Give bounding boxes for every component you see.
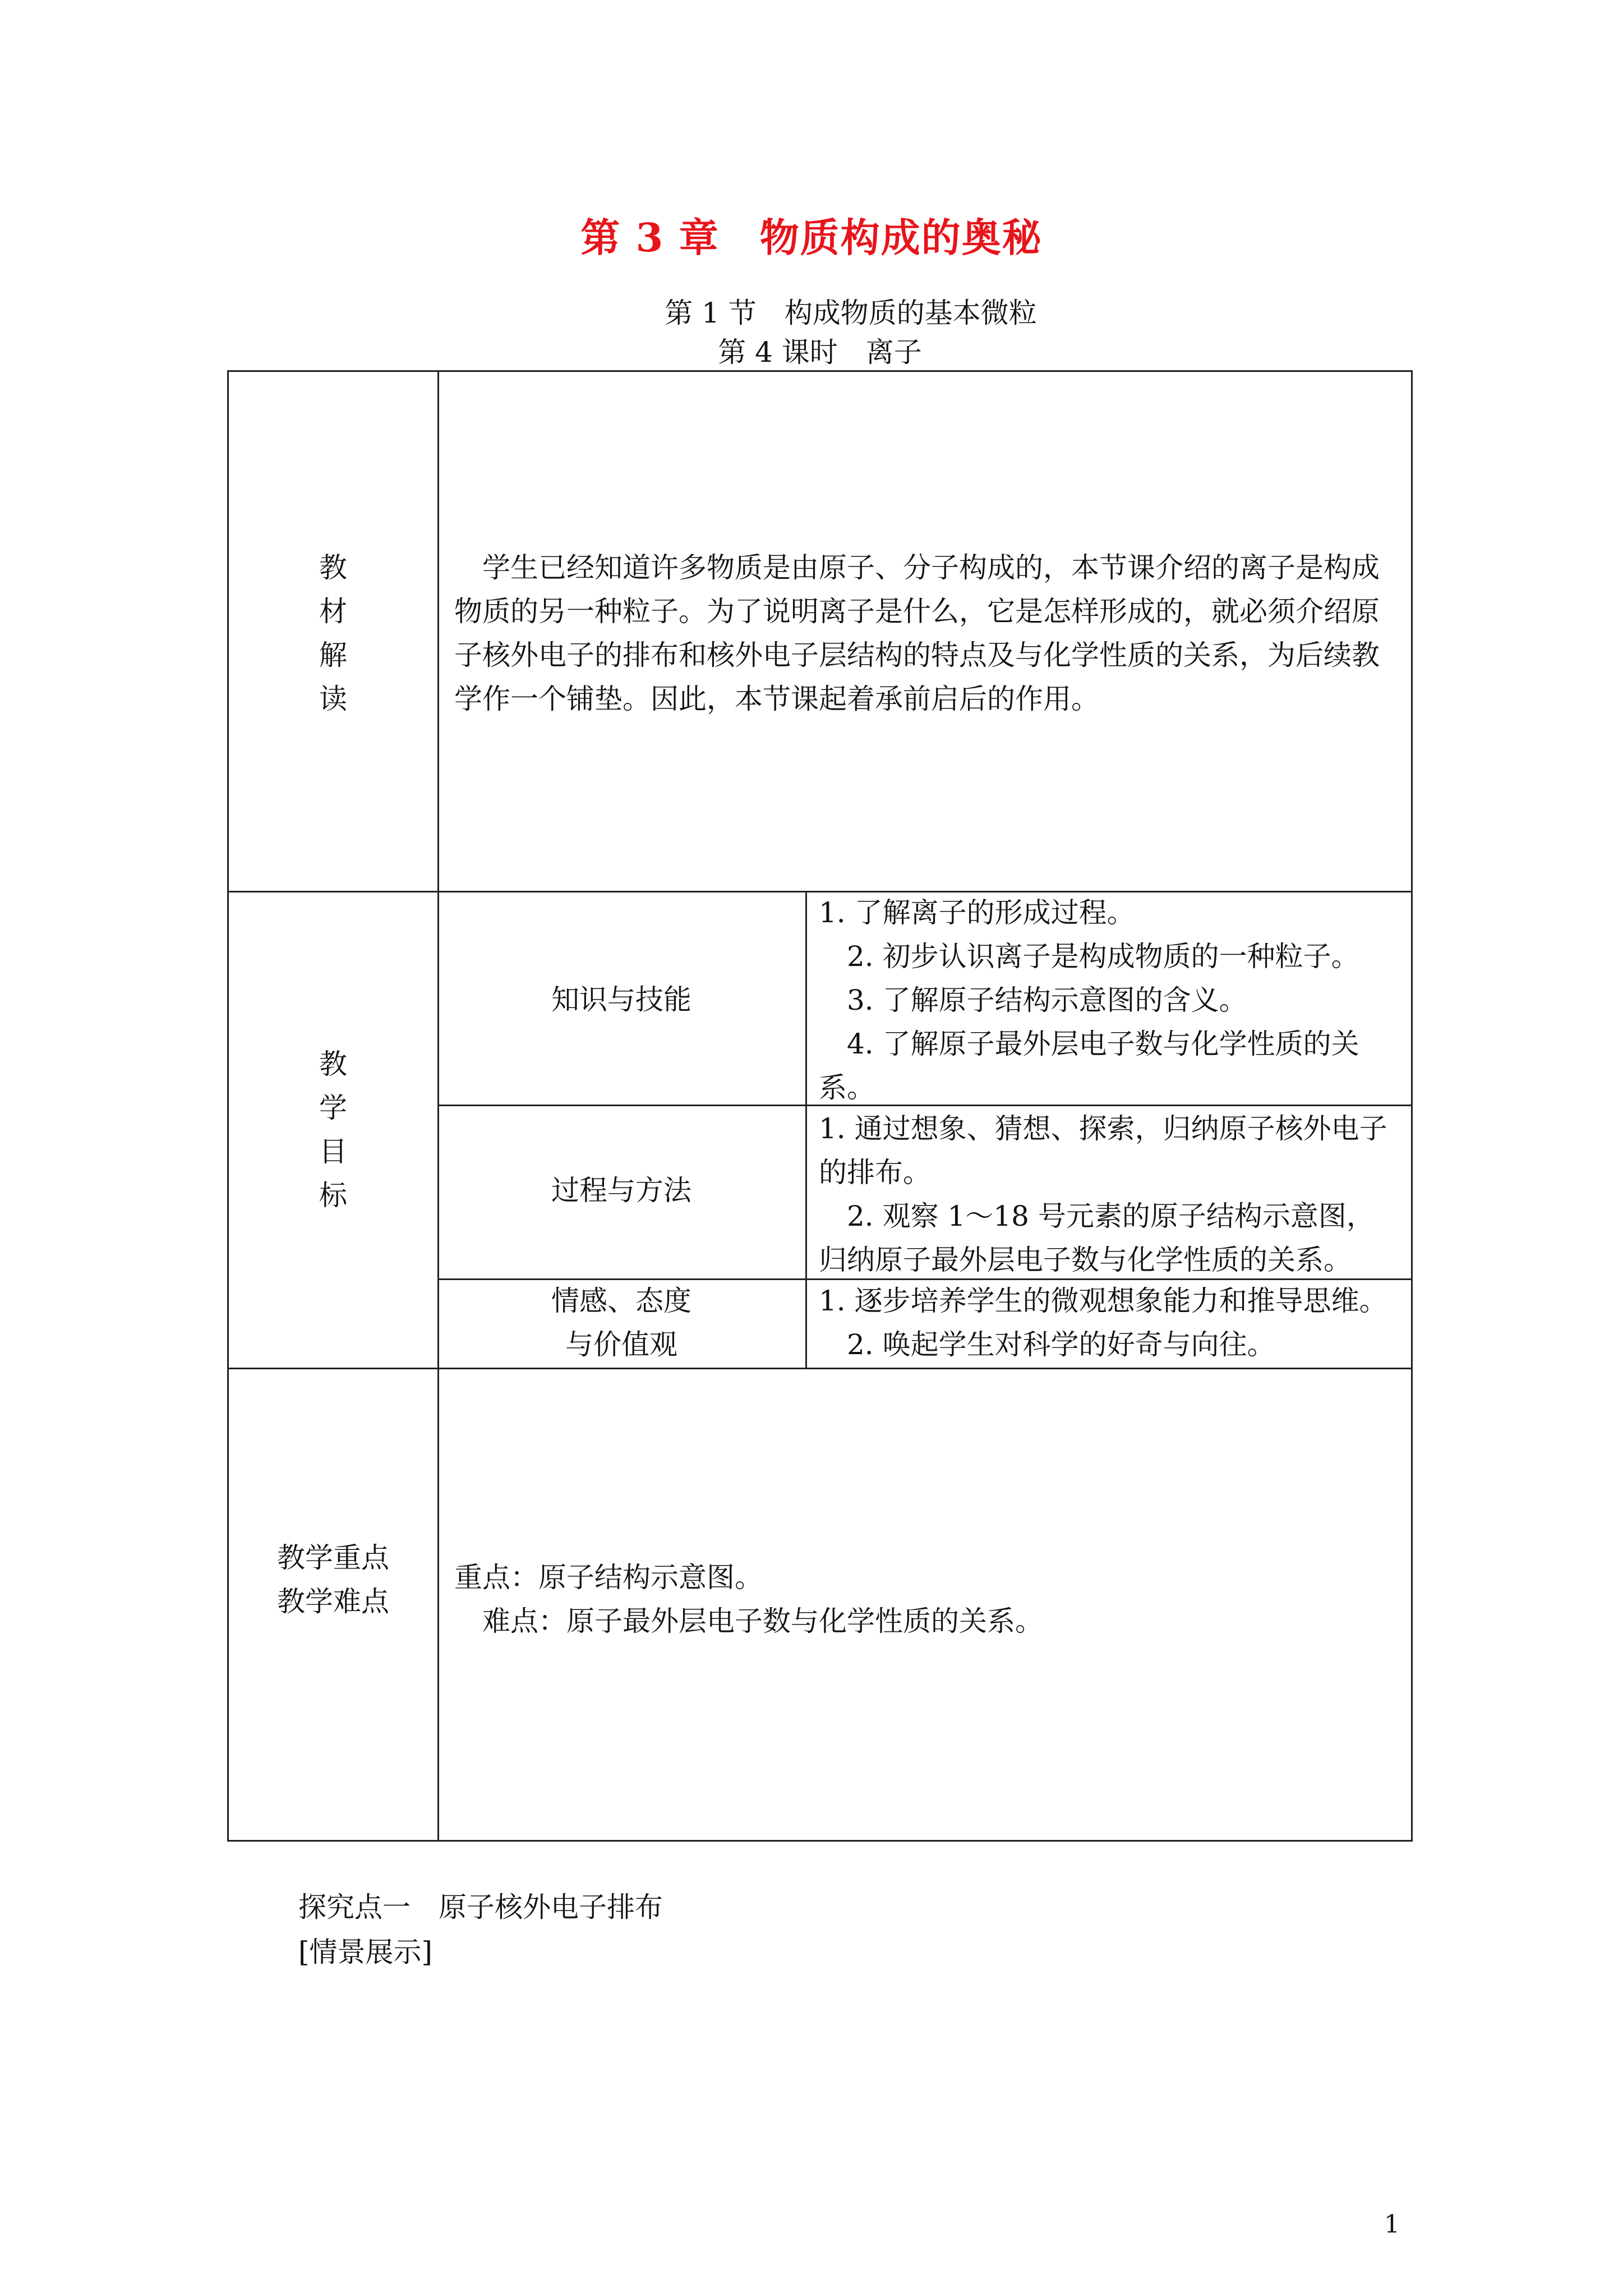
lesson-title: 第 4 课时 离子 <box>718 336 922 369</box>
explore-heading: 探究点一 原子核外电子排布 <box>298 1891 663 1924</box>
textbook-content: 学生已经知道许多物质是由原子、分子构成的，本节课介绍的离子是构成物质的另一种粒子。为了说明离子是什么，它是怎样形成的，就必须介绍原子核外电子的排布和核外电子层结构的特点及与化学性质的关系，为后续教学作一个铺垫。因此，本节课起着承前启后的作用。 <box>454 551 1380 715</box>
list-item: 4. 了解原子最外层电子数与化学性质的关系。 <box>819 1028 1359 1104</box>
emotion-label <box>437 1279 805 1366</box>
focus-text: 重点：原子结构示意图。 <box>454 1561 763 1594</box>
textbook-label: 教材解读 <box>319 551 347 715</box>
list-item: 3. 了解原子结构示意图的含义。 <box>847 984 1247 1016</box>
chapter-title: 第 3 章 物质构成的奥秘 <box>580 214 1043 261</box>
difficulty-text: 难点：原子最外层电子数与化学性质的关系。 <box>482 1605 1043 1637</box>
list-item: 2. 唤起学生对科学的好奇与向往。 <box>847 1328 1275 1361</box>
keypoints-content <box>454 1556 1396 1643</box>
list-item: 1. 逐步培养学生的微观想象能力和推导思维。 <box>819 1285 1387 1317</box>
emotion-list <box>819 1279 1396 1366</box>
list-item: 1. 通过想象、猜想、探索，归纳原子核外电子的排布。 <box>819 1112 1387 1189</box>
section-title: 第 1 节 构成物质的基本微粒 <box>665 297 1037 329</box>
process-list <box>819 1107 1396 1282</box>
list-item: 1. 了解离子的形成过程。 <box>819 896 1135 929</box>
emotion-label-line: 与价值观 <box>565 1328 677 1361</box>
page-number: 1 <box>1384 2210 1400 2239</box>
knowledge-label: 知识与技能 <box>551 983 691 1016</box>
scene-label: [情景展示] <box>298 1936 433 1968</box>
table-divider <box>805 891 807 1368</box>
keypoints-label-line: 教学重点 <box>277 1542 389 1574</box>
list-item: 2. 初步认识离子是构成物质的一种粒子。 <box>847 940 1359 973</box>
keypoints-label <box>229 1536 437 1623</box>
process-label: 过程与方法 <box>551 1174 691 1207</box>
keypoints-label-line: 教学难点 <box>277 1585 389 1618</box>
objectives-label: 教学目标 <box>319 1048 347 1212</box>
lesson-plan-table <box>227 370 1413 1842</box>
list-item: 2. 观察 1～18 号元素的原子结构示意图，归纳原子最外层电子数与化学性质的关系。 <box>819 1200 1375 1276</box>
table-divider <box>229 1368 1411 1369</box>
emotion-label-line: 情感、态度 <box>551 1285 691 1317</box>
knowledge-list <box>819 891 1396 1110</box>
